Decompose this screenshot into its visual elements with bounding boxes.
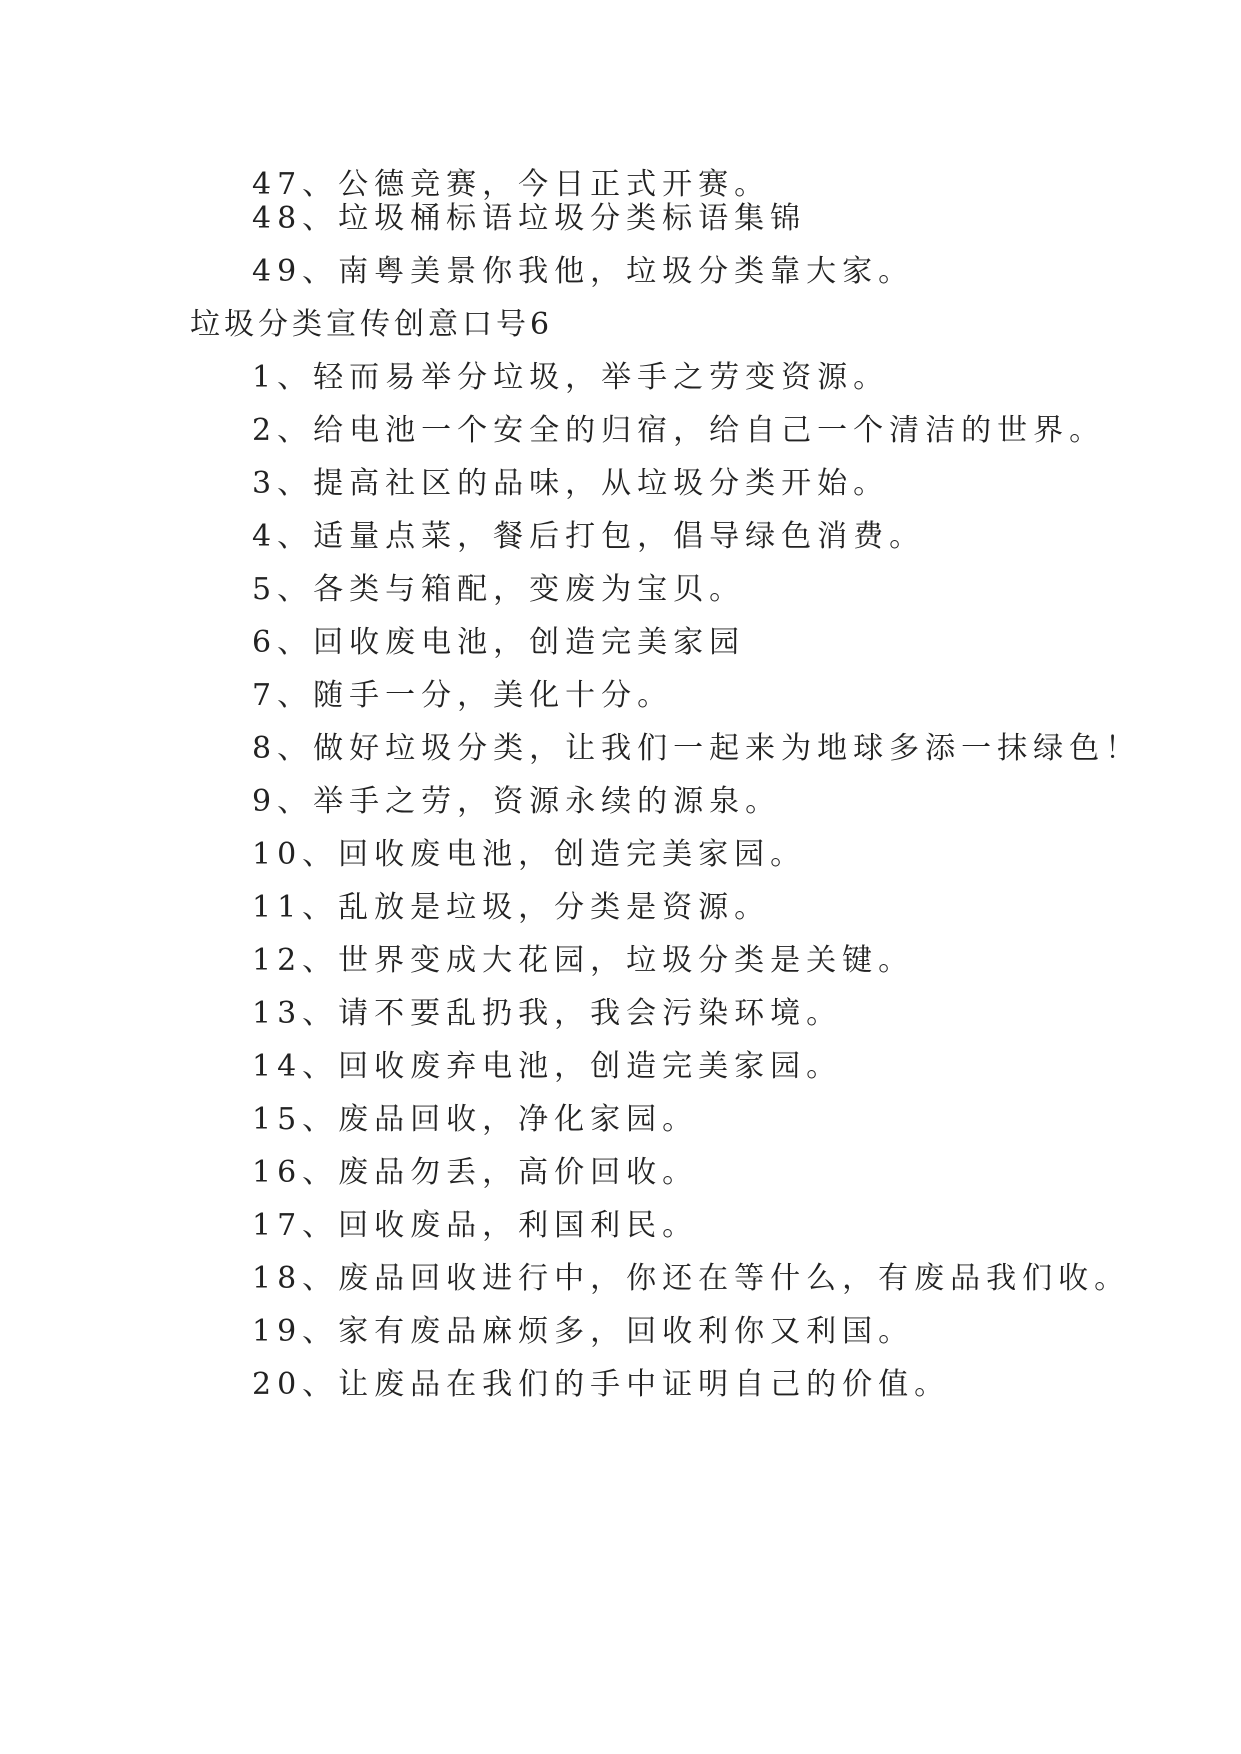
slogan-item-16: 16、废品勿丢，高价回收。 — [252, 1155, 699, 1190]
slogan-item-12: 12、世界变成大花园，垃圾分类是关键。 — [252, 943, 915, 978]
slogan-item-13: 13、请不要乱扔我，我会污染环境。 — [252, 996, 843, 1031]
slogan-item-49: 49、南粤美景你我他，垃圾分类靠大家。 — [252, 254, 915, 289]
slogan-item-7: 7、随手一分，美化十分。 — [252, 678, 674, 713]
slogan-item-9: 9、举手之劳，资源永续的源泉。 — [252, 784, 782, 819]
slogan-item-15: 15、废品回收，净化家园。 — [252, 1102, 699, 1137]
slogan-item-3: 3、提高社区的品味，从垃圾分类开始。 — [252, 466, 890, 501]
slogan-item-18: 18、废品回收进行中，你还在等什么，有废品我们收。 — [252, 1261, 1131, 1296]
slogan-item-10: 10、回收废电池，创造完美家园。 — [252, 837, 807, 872]
slogan-item-20: 20、让废品在我们的手中证明自己的价值。 — [252, 1367, 951, 1402]
slogan-item-2: 2、给电池一个安全的归宿，给自己一个清洁的世界。 — [252, 413, 1106, 448]
slogan-item-11: 11、乱放是垃圾，分类是资源。 — [252, 890, 771, 925]
slogan-item-14: 14、回收废弃电池，创造完美家园。 — [252, 1049, 843, 1084]
slogan-item-48: 48、垃圾桶标语垃圾分类标语集锦 — [252, 201, 807, 236]
slogan-item-1: 1、轻而易举分垃圾，举手之劳变资源。 — [252, 360, 890, 395]
slogan-item-19: 19、家有废品麻烦多，回收利你又利国。 — [252, 1314, 915, 1349]
section-heading: 垃圾分类宣传创意口号6 — [190, 307, 554, 342]
slogan-item-17: 17、回收废品，利国利民。 — [252, 1208, 699, 1243]
slogan-item-5: 5、各类与箱配，变废为宝贝。 — [252, 572, 746, 607]
slogan-item-8: 8、做好垃圾分类，让我们一起来为地球多添一抹绿色！ — [252, 731, 1142, 766]
slogan-item-47: 47、公德竞赛，今日正式开赛。 — [252, 167, 771, 202]
slogan-item-4: 4、适量点菜，餐后打包，倡导绿色消费。 — [252, 519, 926, 554]
slogan-item-6: 6、回收废电池，创造完美家园 — [252, 625, 746, 660]
